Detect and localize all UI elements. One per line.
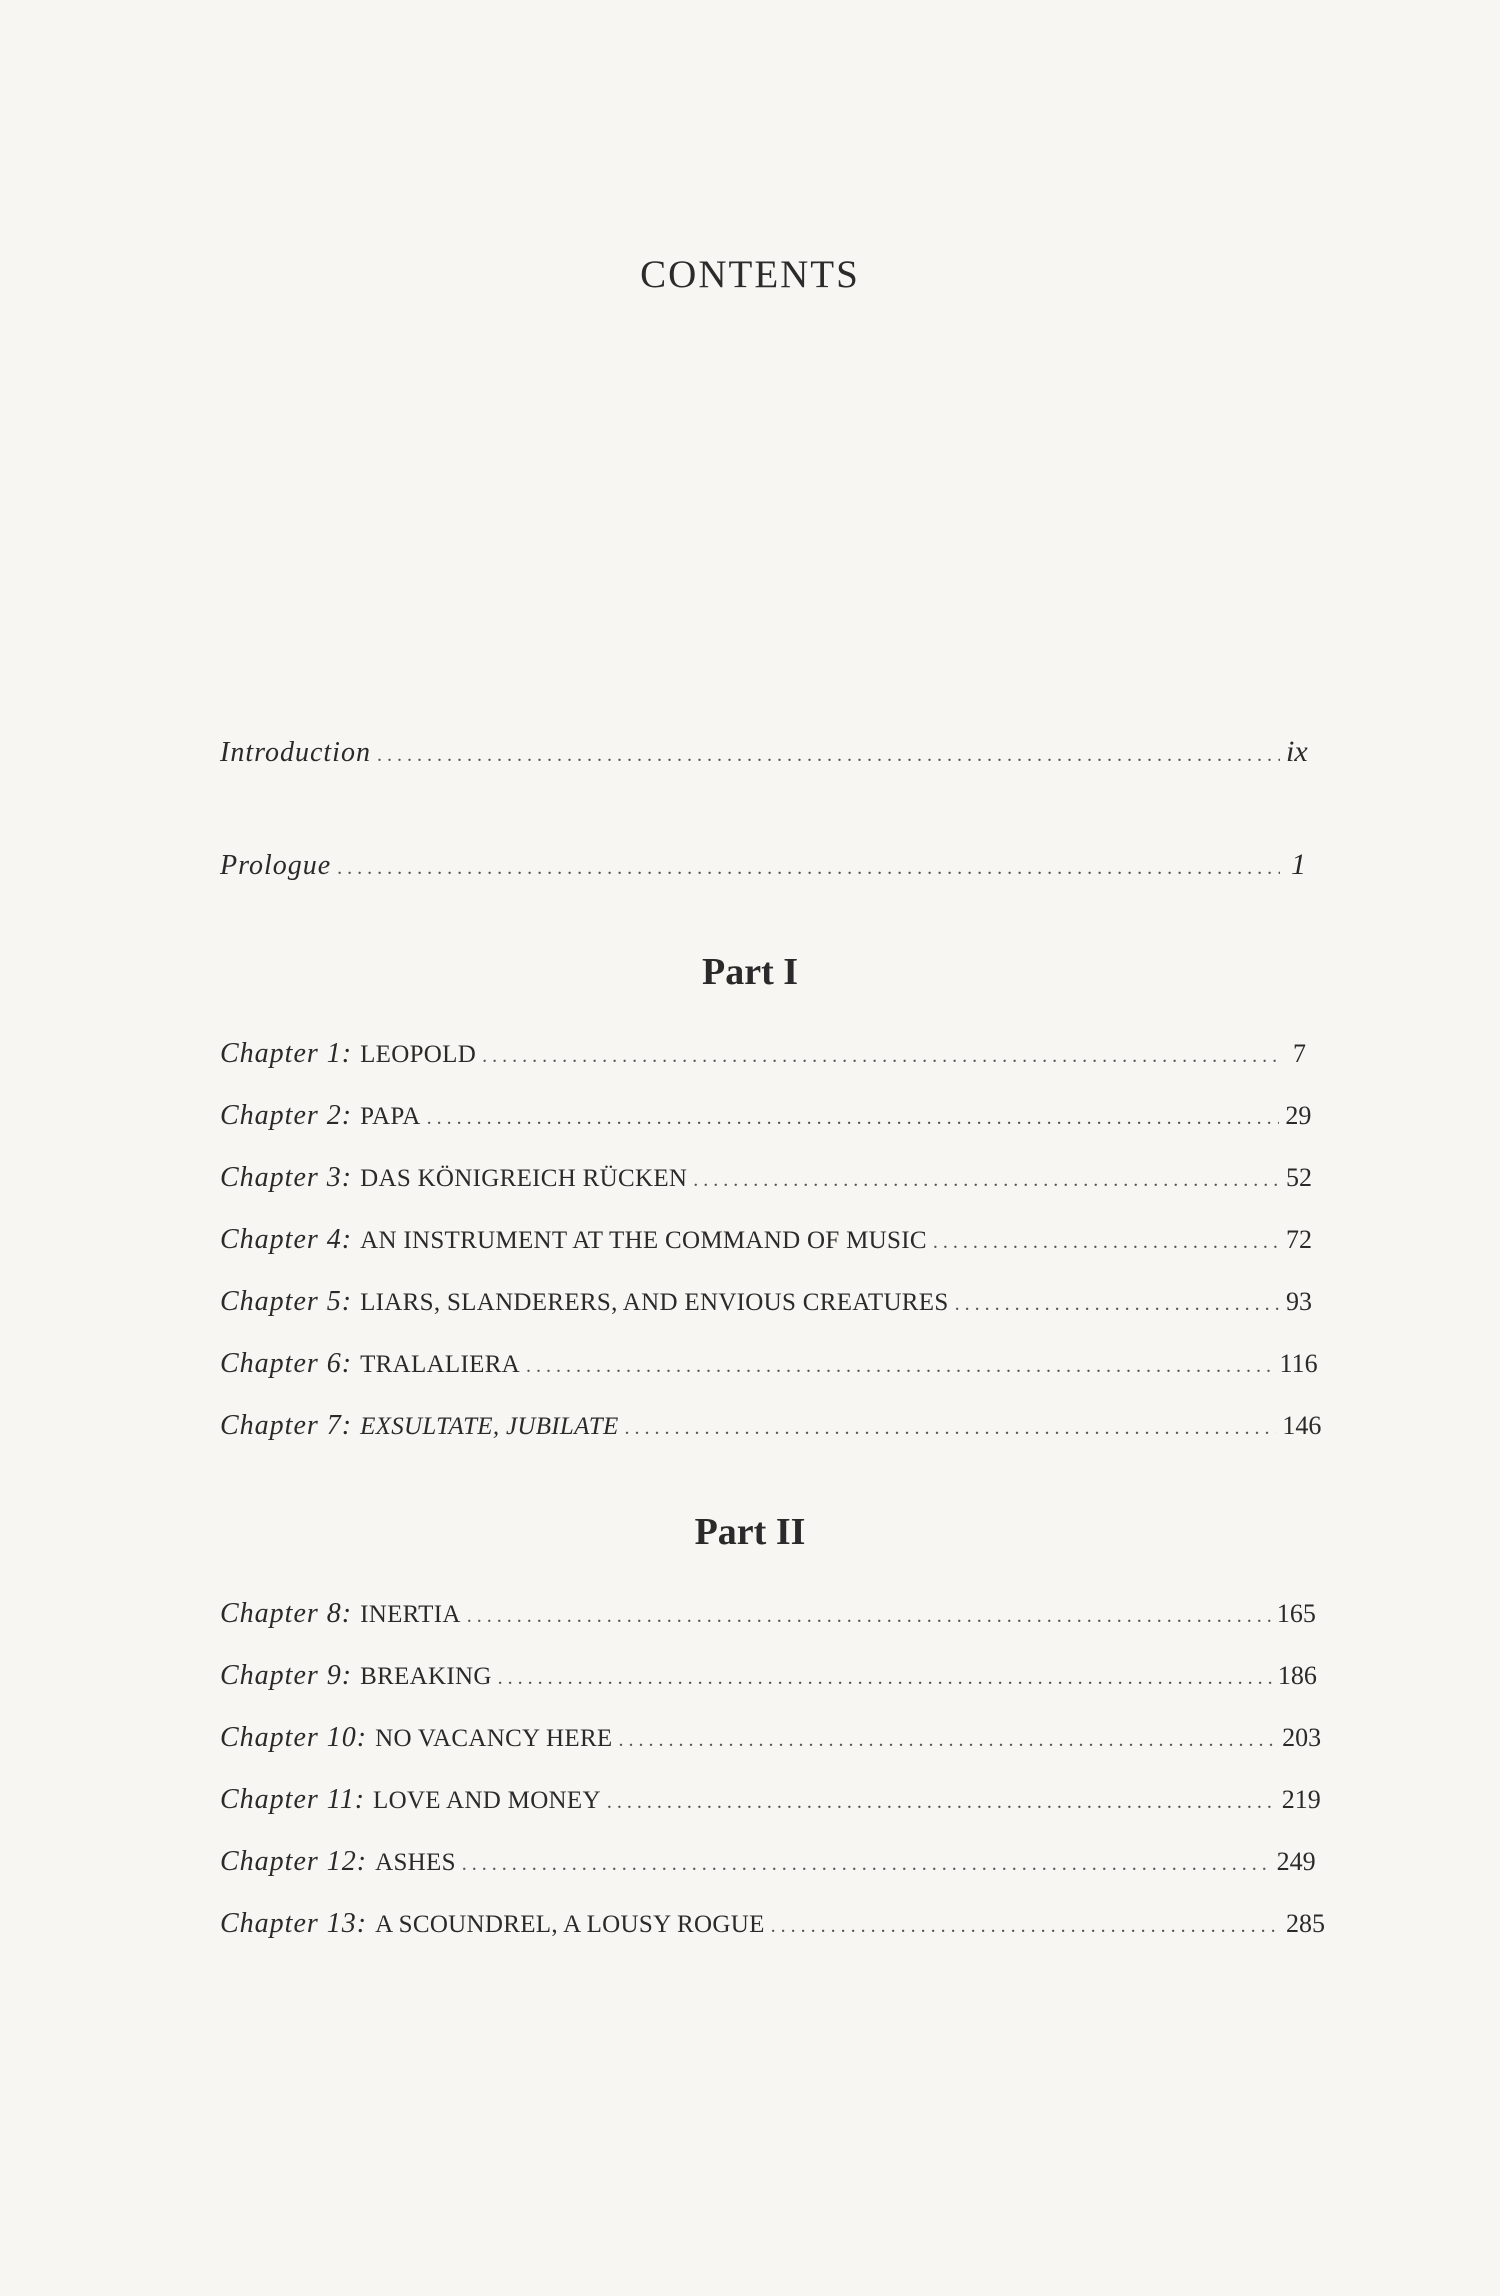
page-number: 52 xyxy=(1286,1163,1312,1192)
page-number: ix xyxy=(1286,735,1308,768)
chapter-label: Chapter 2: xyxy=(220,1100,353,1131)
page-number: 203 xyxy=(1282,1723,1322,1752)
page-number: 1 xyxy=(1291,848,1306,881)
dot-leader xyxy=(933,1222,1280,1262)
page-number: 165 xyxy=(1276,1599,1316,1628)
toc-entry-chapter[interactable] xyxy=(220,1220,1312,1262)
page-number: 116 xyxy=(1279,1349,1318,1378)
entry-label: Introduction xyxy=(220,737,371,768)
chapter-title: TRALALIERA xyxy=(360,1351,521,1378)
chapter-title: BREAKING xyxy=(360,1663,492,1690)
toc-entry-prologue[interactable] xyxy=(220,845,1306,888)
toc-entry-chapter[interactable] xyxy=(220,1034,1306,1076)
page-number: 249 xyxy=(1276,1847,1316,1876)
toc-entry-chapter[interactable] xyxy=(220,1282,1312,1324)
chapter-title: LIARS, SLANDERERS, AND ENVIOUS CREATURES xyxy=(360,1289,949,1316)
toc-entry-introduction[interactable] xyxy=(220,732,1306,775)
dot-leader xyxy=(467,1596,1271,1636)
chapter-title: LEOPOLD xyxy=(360,1041,477,1068)
dot-leader xyxy=(607,1782,1276,1822)
part-heading: Part II xyxy=(694,1511,806,1553)
dot-leader xyxy=(526,1346,1274,1386)
dot-leader xyxy=(619,1720,1277,1760)
dot-leader xyxy=(955,1284,1280,1324)
chapter-title: PAPA xyxy=(360,1103,421,1130)
dot-leader xyxy=(498,1658,1272,1698)
page-number: 93 xyxy=(1286,1287,1312,1316)
toc-entry-chapter[interactable] xyxy=(220,1158,1312,1200)
page-number: 146 xyxy=(1282,1411,1322,1440)
chapter-title: NO VACANCY HERE xyxy=(375,1725,613,1752)
dot-leader xyxy=(625,1408,1277,1448)
chapter-label: Chapter 8: xyxy=(220,1598,353,1629)
toc-entry-chapter[interactable] xyxy=(220,1406,1322,1448)
dot-leader xyxy=(337,848,1280,888)
chapter-label: Chapter 13: xyxy=(220,1908,368,1939)
page-number: 219 xyxy=(1281,1785,1321,1814)
page-number: 186 xyxy=(1277,1661,1317,1690)
toc-entry-chapter[interactable] xyxy=(220,1780,1321,1822)
dot-leader xyxy=(482,1036,1280,1076)
toc-entry-chapter[interactable] xyxy=(220,1594,1316,1636)
toc-entry-chapter[interactable] xyxy=(220,1096,1312,1138)
dot-leader xyxy=(693,1160,1280,1200)
page-number: 29 xyxy=(1285,1101,1312,1130)
dot-leader xyxy=(377,735,1280,775)
page-title: CONTENTS xyxy=(640,253,860,296)
chapter-title: ASHES xyxy=(375,1849,456,1876)
page-number: 285 xyxy=(1286,1909,1325,1938)
chapter-title: A SCOUNDREL, A LOUSY ROGUE xyxy=(375,1911,765,1938)
chapter-title: DAS KÖNIGREICH RÜCKEN xyxy=(360,1165,688,1192)
dot-leader xyxy=(462,1844,1271,1884)
toc-entry-chapter[interactable] xyxy=(220,1842,1316,1884)
chapter-title: LOVE AND MONEY xyxy=(373,1787,601,1814)
chapter-title: EXSULTATE, JUBILATE xyxy=(360,1413,619,1440)
toc-entry-chapter[interactable] xyxy=(220,1718,1322,1760)
chapter-label: Chapter 4: xyxy=(220,1224,353,1255)
chapter-label: Chapter 3: xyxy=(220,1162,353,1193)
chapter-label: Chapter 7: xyxy=(220,1410,353,1441)
chapter-title: AN INSTRUMENT AT THE COMMAND OF MUSIC xyxy=(360,1227,927,1254)
chapter-title: INERTIA xyxy=(360,1601,461,1628)
chapter-label: Chapter 1: xyxy=(220,1038,353,1069)
chapter-label: Chapter 5: xyxy=(220,1286,353,1317)
chapter-label: Chapter 11: xyxy=(220,1784,366,1815)
page-number: 7 xyxy=(1293,1039,1306,1068)
entry-label: Prologue xyxy=(220,850,332,881)
chapter-label: Chapter 12: xyxy=(220,1846,368,1877)
dot-leader xyxy=(427,1098,1280,1138)
dot-leader xyxy=(771,1906,1280,1946)
chapter-label: Chapter 9: xyxy=(220,1660,353,1691)
chapter-label: Chapter 6: xyxy=(220,1348,353,1379)
toc-entry-chapter[interactable] xyxy=(220,1656,1317,1698)
chapter-label: Chapter 10: xyxy=(220,1722,368,1753)
page-number: 72 xyxy=(1286,1225,1312,1254)
toc-entry-chapter[interactable] xyxy=(220,1344,1318,1386)
toc-entry-chapter[interactable] xyxy=(220,1904,1325,1946)
part-heading: Part I xyxy=(701,951,799,993)
